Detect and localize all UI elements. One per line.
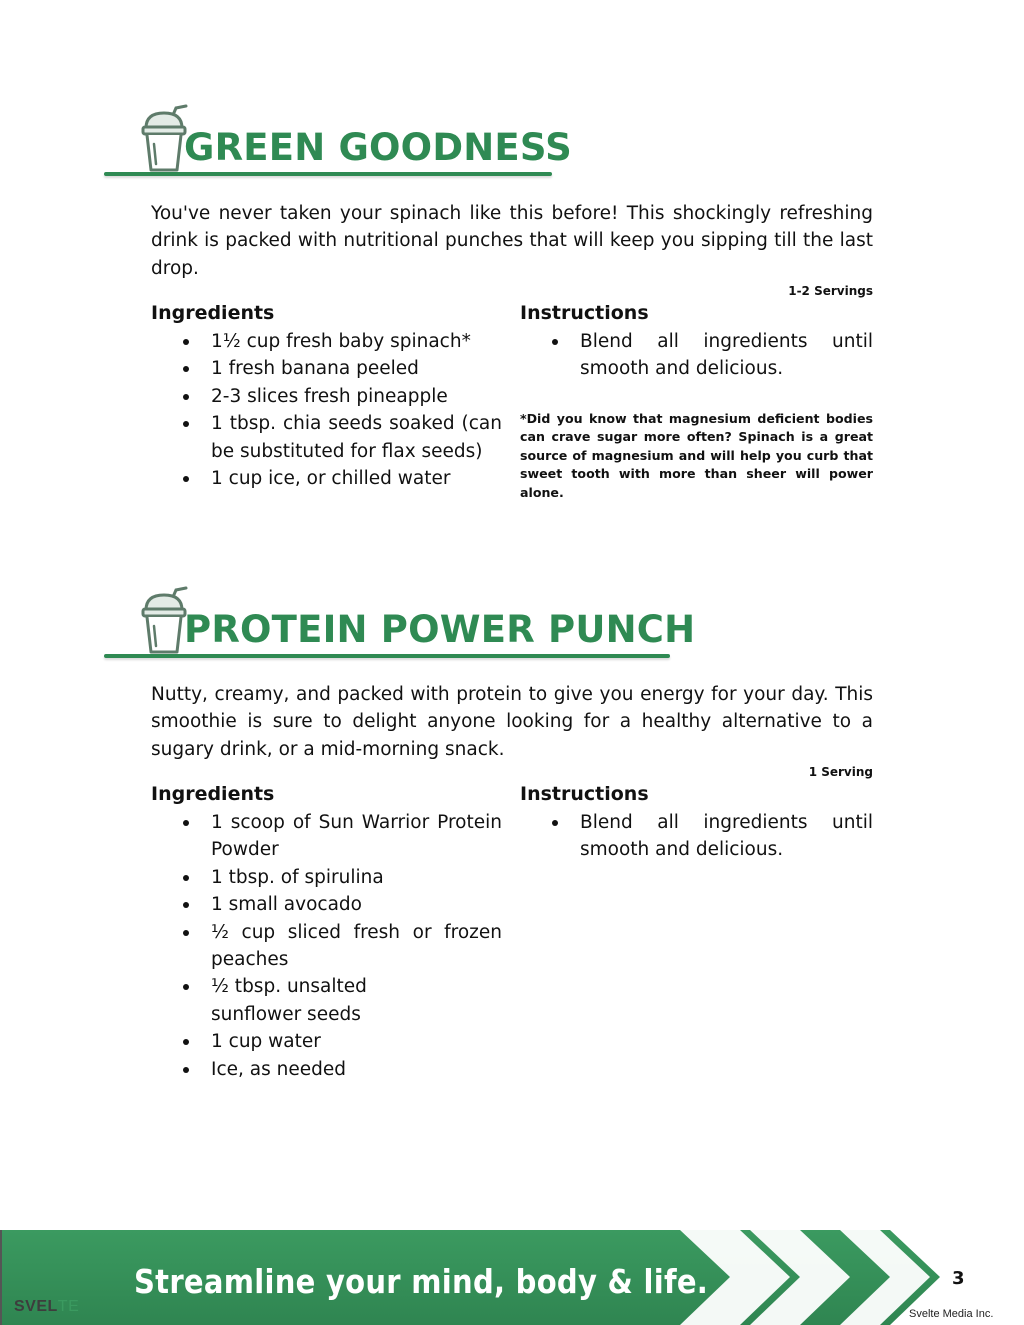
list-item: 2-3 slices fresh pineapple	[151, 383, 502, 410]
list-item: ½ cup sliced fresh or frozen peaches	[151, 919, 502, 974]
ingredients-heading: Ingredients	[151, 302, 275, 324]
smoothie-cup-icon	[140, 104, 190, 174]
list-item: 1 cup ice, or chilled water	[151, 465, 502, 492]
recipe-title: PROTEIN POWER PUNCH	[184, 608, 696, 651]
bullet-icon	[183, 820, 189, 826]
recipe-title: GREEN GOODNESS	[184, 126, 572, 169]
recipe-intro: Nutty, creamy, and packed with protein to give you energy for your day. This smoothie is sure to delight anyone looking for a healthy alternative to a sugary drink, or a mid-morning snack.	[151, 684, 873, 760]
list-item: 1 small avocado	[151, 891, 502, 918]
recipe-header	[104, 104, 572, 184]
footer-tagline: Streamline your mind, body & life.	[134, 1262, 709, 1301]
bullet-icon	[183, 930, 189, 936]
bullet-icon	[183, 476, 189, 482]
footer-banner	[0, 1230, 1024, 1325]
footer-edge	[0, 1230, 2, 1325]
bullet-icon	[183, 984, 189, 990]
list-item: ½ tbsp. unsalted sunflower seeds	[151, 973, 502, 1028]
bullet-icon	[183, 902, 189, 908]
smoothie-cup-icon	[140, 586, 190, 656]
bullet-icon	[183, 421, 189, 427]
list-item: 1 cup water	[151, 1028, 502, 1055]
servings-label: 1 Serving	[808, 765, 873, 779]
recipe-intro: You've never taken your spinach like this before! This shockingly refreshing drink is packed with nutritional punches that will keep you sipping till the last drop.	[151, 203, 873, 279]
servings-label: 1-2 Servings	[788, 284, 873, 298]
bullet-icon	[183, 1067, 189, 1073]
ingredients-heading: Ingredients	[151, 783, 275, 805]
nutrition-note: *Did you know that magnesium deficient bodies can crave sugar more often? Spinach is a great source of magnesium and will help you curb that sweet tooth with more than sheer will power alone.	[520, 411, 873, 500]
list-item: Blend all ingredients until smooth and delicious.	[520, 809, 873, 864]
ingredients-list	[151, 328, 502, 492]
svelte-logo: SVELTE	[14, 1298, 80, 1315]
bullet-icon	[183, 394, 189, 400]
bullet-icon	[183, 366, 189, 372]
bullet-icon	[183, 1039, 189, 1045]
list-item: 1 scoop of Sun Warrior Protein Powder	[151, 809, 502, 864]
instructions-heading: Instructions	[520, 302, 649, 324]
list-item: 1½ cup fresh baby spinach*	[151, 328, 502, 355]
instructions-list	[520, 809, 873, 864]
list-item: 1 tbsp. chia seeds soaked (can be substituted for flax seeds)	[151, 410, 502, 465]
list-item: Blend all ingredients until smooth and delicious.	[520, 328, 873, 383]
title-underline	[104, 654, 670, 658]
bullet-icon	[552, 820, 558, 826]
title-underline	[104, 172, 552, 176]
bullet-icon	[552, 339, 558, 345]
bullet-icon	[183, 875, 189, 881]
instructions-list	[520, 328, 873, 383]
list-item: Ice, as needed	[151, 1056, 502, 1083]
company-name: Svelte Media Inc.	[909, 1308, 994, 1320]
bullet-icon	[183, 339, 189, 345]
list-item: 1 fresh banana peeled	[151, 355, 502, 382]
list-item: 1 tbsp. of spirulina	[151, 864, 502, 891]
instructions-heading: Instructions	[520, 783, 649, 805]
recipe-header	[104, 586, 696, 666]
page-number: 3	[952, 1268, 965, 1289]
ingredients-list	[151, 809, 502, 1083]
